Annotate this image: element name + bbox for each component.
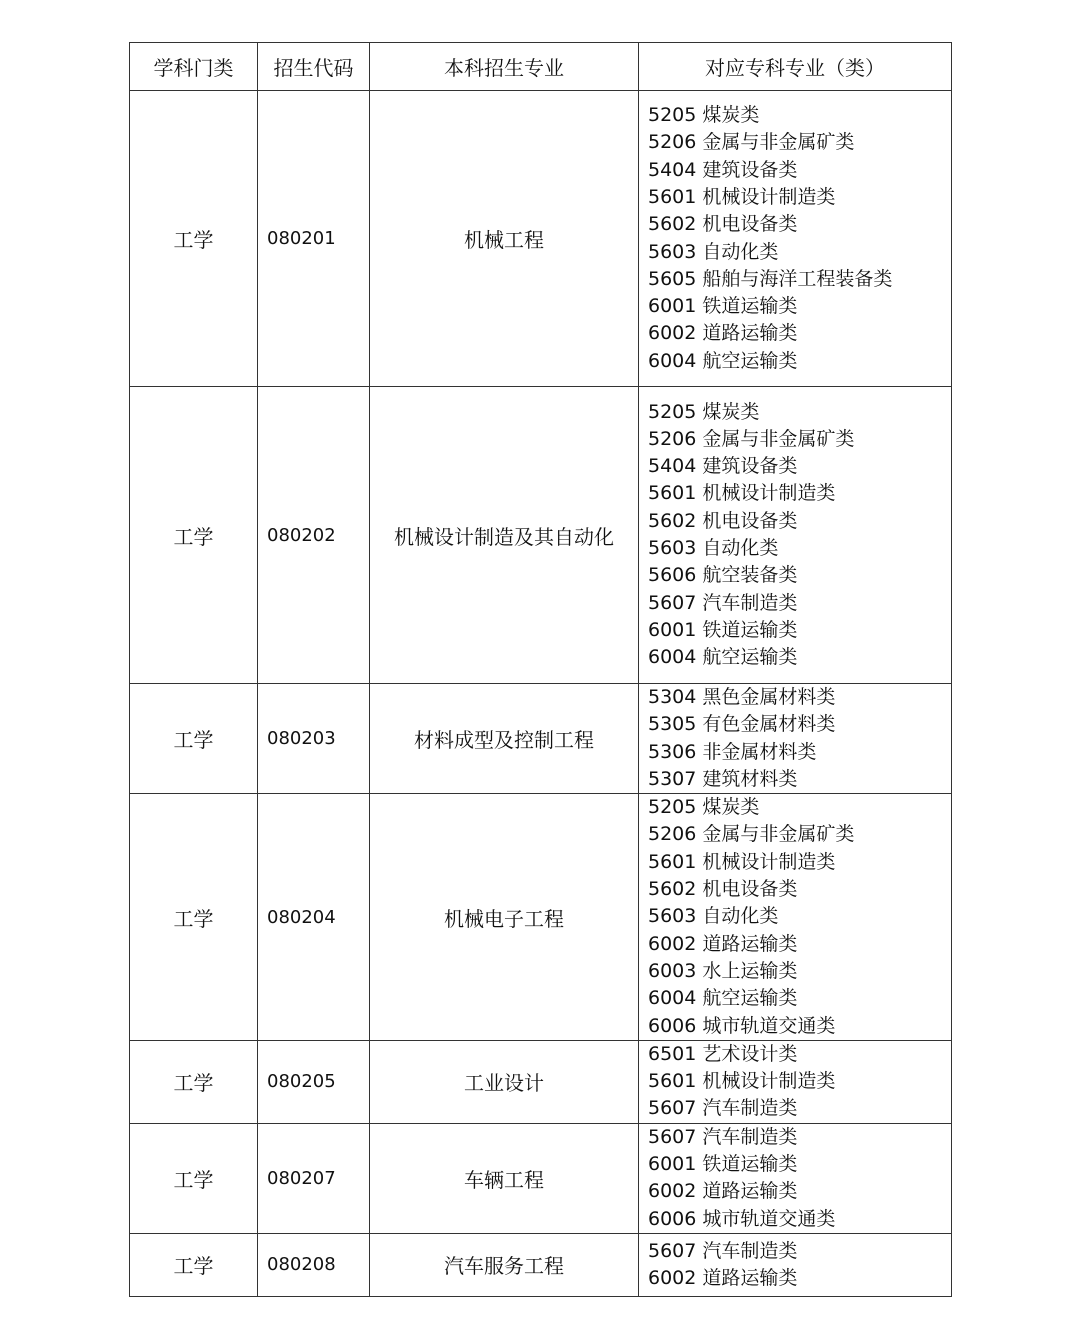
category-cell: 工学 [130, 1040, 258, 1123]
corresponding-item: 5606 航空装备类 [648, 564, 798, 587]
category-cell: 工学 [130, 794, 258, 1041]
corresponding-list-cell [639, 387, 952, 684]
major-cell: 材料成型及控制工程 [370, 684, 639, 794]
corresponding-item: 6004 航空运输类 [648, 349, 798, 372]
major-cell: 汽车服务工程 [370, 1233, 639, 1296]
corresponding-item: 6006 城市轨道交通类 [648, 1207, 836, 1230]
category-cell: 工学 [130, 1123, 258, 1233]
corresponding-item: 6001 铁道运输类 [648, 1153, 798, 1176]
major-cell: 车辆工程 [370, 1123, 639, 1233]
corresponding-item: 5601 机械设计制造类 [648, 185, 836, 208]
corresponding-list-cell [639, 1123, 952, 1233]
corresponding-list-cell [639, 91, 952, 387]
corresponding-item: 5602 机电设备类 [648, 213, 798, 236]
corresponding-item: 5404 建筑设备类 [648, 455, 798, 478]
code-cell: 080202 [258, 387, 370, 684]
corresponding-item: 6002 道路运输类 [648, 1266, 798, 1289]
header-major: 本科招生专业 [370, 43, 639, 91]
corresponding-item: 5607 汽车制造类 [648, 1239, 798, 1262]
corresponding-list-cell [639, 1233, 952, 1296]
category-cell: 工学 [130, 684, 258, 794]
corresponding-item: 6002 道路运输类 [648, 322, 798, 345]
corresponding-item: 6002 道路运输类 [648, 932, 798, 955]
corresponding-item: 5602 机电设备类 [648, 878, 798, 901]
table-row [130, 1040, 952, 1123]
category-cell: 工学 [130, 91, 258, 387]
corresponding-item: 6501 艺术设计类 [648, 1042, 798, 1065]
category-cell: 工学 [130, 1233, 258, 1296]
table-row [130, 1123, 952, 1233]
header-code: 招生代码 [258, 43, 370, 91]
code-cell: 080208 [258, 1233, 370, 1296]
major-cell: 机械工程 [370, 91, 639, 387]
corresponding-item: 5607 汽车制造类 [648, 1125, 798, 1148]
code-cell: 080204 [258, 794, 370, 1041]
corresponding-item: 5603 自动化类 [648, 240, 779, 263]
corresponding-item: 5205 煤炭类 [648, 400, 760, 423]
corresponding-item: 5305 有色金属材料类 [648, 713, 836, 736]
table-row [130, 91, 952, 387]
corresponding-item: 5601 机械设计制造类 [648, 850, 836, 873]
major-cell: 工业设计 [370, 1040, 639, 1123]
corresponding-item: 5602 机电设备类 [648, 509, 798, 532]
corresponding-item: 6004 航空运输类 [648, 646, 798, 669]
corresponding-item: 6004 航空运输类 [648, 987, 798, 1010]
header-category: 学科门类 [130, 43, 258, 91]
table-row [130, 684, 952, 794]
table-header [130, 43, 952, 91]
header-corresponding: 对应专科专业（类） [639, 43, 952, 91]
code-cell: 080203 [258, 684, 370, 794]
major-cell: 机械电子工程 [370, 794, 639, 1041]
corresponding-item: 5607 汽车制造类 [648, 1097, 798, 1120]
corresponding-item: 5404 建筑设备类 [648, 158, 798, 181]
table-row [130, 1233, 952, 1296]
code-cell: 080207 [258, 1123, 370, 1233]
corresponding-item: 6006 城市轨道交通类 [648, 1014, 836, 1037]
corresponding-item: 5304 黑色金属材料类 [648, 686, 836, 708]
corresponding-item: 5206 金属与非金属矿类 [648, 131, 855, 154]
corresponding-item: 5205 煤炭类 [648, 104, 760, 127]
corresponding-item: 6001 铁道运输类 [648, 295, 798, 318]
corresponding-item: 6001 铁道运输类 [648, 618, 798, 641]
corresponding-item: 5206 金属与非金属矿类 [648, 427, 855, 450]
header-row [130, 43, 952, 91]
corresponding-item: 5601 机械设计制造类 [648, 482, 836, 505]
corresponding-item: 6003 水上运输类 [648, 959, 798, 982]
corresponding-item: 5605 船舶与海洋工程装备类 [648, 267, 893, 290]
code-cell: 080205 [258, 1040, 370, 1123]
corresponding-list-cell [639, 794, 952, 1041]
corresponding-item: 5206 金属与非金属矿类 [648, 823, 855, 846]
major-cell: 机械设计制造及其自动化 [370, 387, 639, 684]
corresponding-list-cell [639, 1040, 952, 1123]
corresponding-item: 5601 机械设计制造类 [648, 1070, 836, 1093]
corresponding-item: 5603 自动化类 [648, 537, 779, 559]
corresponding-item: 5607 汽车制造类 [648, 591, 798, 614]
corresponding-item: 6002 道路运输类 [648, 1180, 798, 1203]
category-cell: 工学 [130, 387, 258, 684]
corresponding-list-cell [639, 684, 952, 794]
code-cell: 080201 [258, 91, 370, 387]
table-row [130, 387, 952, 684]
major-table [129, 42, 952, 1297]
corresponding-item: 5603 自动化类 [648, 905, 779, 928]
corresponding-item: 5306 非金属材料类 [648, 740, 817, 763]
corresponding-item: 5205 煤炭类 [648, 796, 760, 819]
table-row [130, 794, 952, 1041]
corresponding-item: 5307 建筑材料类 [648, 767, 798, 790]
table-body [130, 91, 952, 1297]
